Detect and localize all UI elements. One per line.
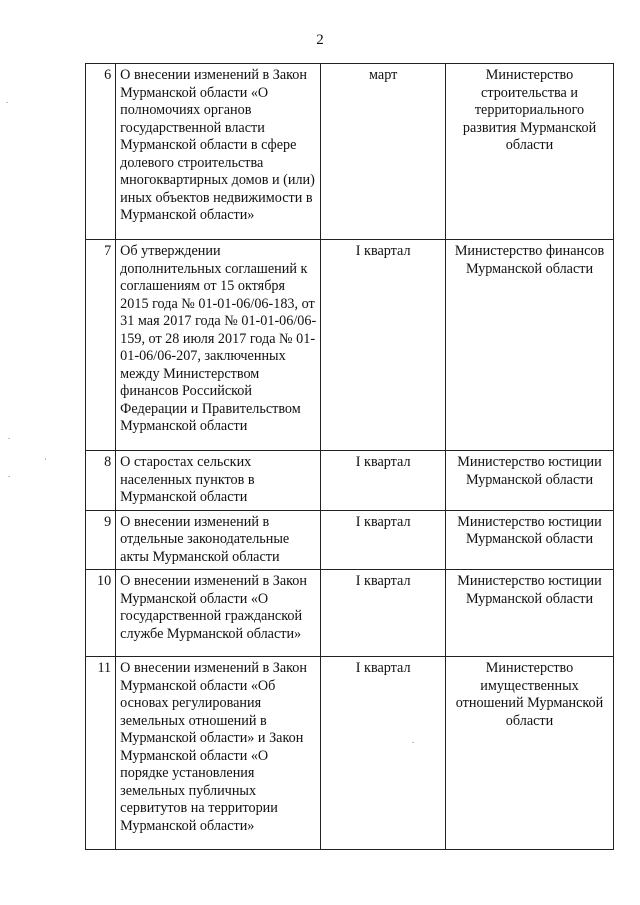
row-responsible: Министерство юстиции Мурманской области <box>446 570 614 657</box>
table-row <box>86 657 614 850</box>
row-title: О внесении изменений в Закон Мурманской области «О полномочиях органов государственной власти Мурманской области в сфере долевого строительства многоквартирных домов и (или) иных объектов недвижимости в Мурманской области» <box>116 64 321 240</box>
table-row <box>86 64 614 240</box>
row-term: I квартал <box>321 451 446 511</box>
row-number: 10 <box>86 570 116 657</box>
row-title: Об утверждении дополнительных соглашений к соглашениям от 15 октября 2015 года № 01-01-06/06-183, от 31 мая 2017 года № 01-01-06/06-159, от 28 июля 2017 года № 01-01-06/06-207, заключенных между Министерством финансов Российской Федерации и Правительством Мурманской области <box>116 240 321 451</box>
row-responsible: Министерство строительства и территориального развития Мурманской области <box>446 64 614 240</box>
scan-artifact: . <box>6 95 9 105</box>
row-title: О внесении изменений в отдельные законодательные акты Мурманской области <box>116 510 321 570</box>
table-row <box>86 570 614 657</box>
row-responsible: Министерство имущественных отношений Мурманской области <box>446 657 614 850</box>
row-term: I квартал <box>321 240 446 451</box>
page-number: 2 <box>316 32 324 48</box>
table-row <box>86 240 614 451</box>
row-responsible: Министерство юстиции Мурманской области <box>446 510 614 570</box>
row-number: 8 <box>86 451 116 511</box>
plan-table <box>85 63 614 850</box>
row-term: I квартал <box>321 657 446 850</box>
row-title: О внесении изменений в Закон Мурманской области «Об основах регулирования земельных отношений в Мурманской области» и Закон Мурманской области «О порядке установления земельных публичных сервитутов на территории Мурманской области» <box>116 657 321 850</box>
row-term: I квартал <box>321 510 446 570</box>
scan-artifact: · <box>44 454 47 464</box>
row-number: 9 <box>86 510 116 570</box>
row-term: март <box>321 64 446 240</box>
row-number: 11 <box>86 657 116 850</box>
row-responsible: Министерство финансов Мурманской области <box>446 240 614 451</box>
row-number: 6 <box>86 64 116 240</box>
table-row <box>86 510 614 570</box>
scan-artifact: . <box>8 469 11 479</box>
row-title: О старостах сельских населенных пунктов в Мурманской области <box>116 451 321 511</box>
row-number: 7 <box>86 240 116 451</box>
row-term: I квартал <box>321 570 446 657</box>
table-row <box>86 451 614 511</box>
row-title: О внесении изменений в Закон Мурманской области «О государственной гражданской службе Мурманской области» <box>116 570 321 657</box>
scan-artifact: . <box>8 431 11 441</box>
scan-artifact: . <box>412 735 415 745</box>
row-responsible: Министерство юстиции Мурманской области <box>446 451 614 511</box>
